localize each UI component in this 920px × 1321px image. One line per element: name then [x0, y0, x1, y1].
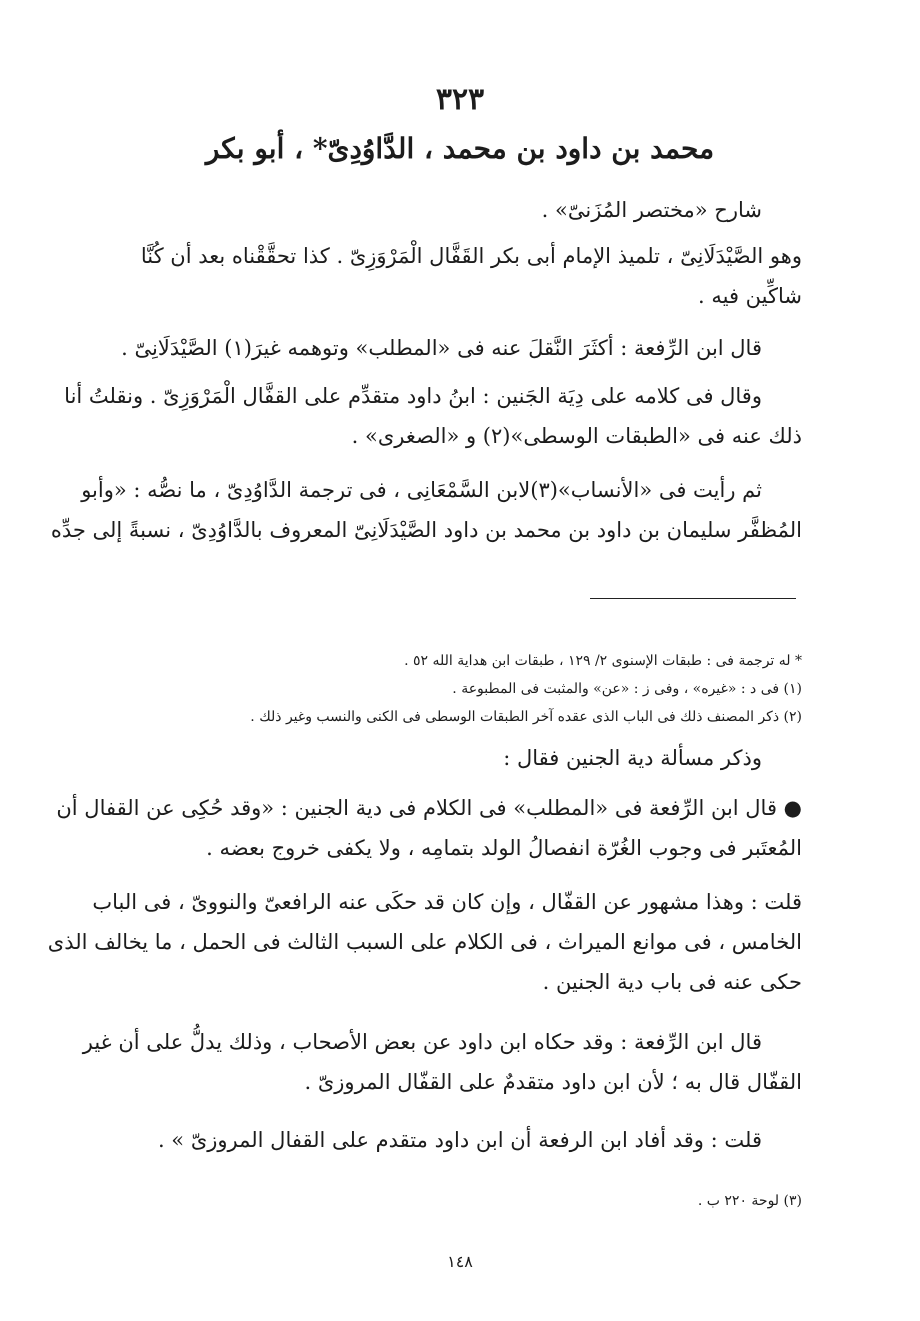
paragraph [72, 236, 802, 316]
paragraph-subtitle [72, 190, 762, 230]
text-line: وقال فى كلامه على دِيَة الجَنين : ابنُ داود متقدِّم على القفَّال الْمَرْوَزِىّ . ونقلتُ أنا [64, 384, 762, 408]
text-line: قلت : وهذا مشهور عن القفّال ، وإن كان قد حكَى عنه الرافعىّ والنووىّ ، فى الباب [92, 890, 802, 914]
footnote: * له ترجمة فى : طبقات الإسنوى ٢/ ١٢٩ ، طبقات ابن هداية الله ٥٢ . [404, 653, 802, 669]
text-line: ثم رأيت فى «الأنساب»(٣)لابن السَّمْعَانِى ، فى ترجمة الدَّاوُدِىّ ، ما نصُّه : «وأبو [81, 478, 762, 502]
text-line: الخامس ، فى موانع الميراث ، فى الكلام على السبب الثالث فى الحمل ، ما يخالف الذى [47, 930, 802, 954]
paragraph [56, 788, 802, 868]
text-line: المُعتَبر فى وجوب الغُرّة انفصالُ الولد بتمامِه ، ولا يكفى خروج بعضه . [206, 836, 802, 860]
text-line: المُظفَّر سليمان بن داود بن محمد بن داود الصَّيْدَلَانِىّ المعروف بالدَّاوُدِىّ ، نسبةً إلى جدِّه [50, 518, 802, 542]
footnote: (٢) ذكر المصنف ذلك فى الباب الذى عقده آخر الطبقات الوسطى فى الكنى والنسب وغير ذلك . [250, 709, 802, 725]
paragraph [72, 1120, 762, 1160]
text-line: القفّال قال به ؛ لأن ابن داود متقدمٌ على القفّال المروزىّ . [304, 1070, 802, 1094]
entry-title: محمد بن داود بن محمد ، الدَّاوُدِىّ* ، أبو بكر [205, 132, 715, 165]
text-line: قال ابن الرِّفعة : أكثَرَ النَّقلَ عنه فى «المطلب» وتوهمه غيرَ(١) الصَّيْدَلَانِىّ . [121, 336, 762, 360]
paragraph [47, 882, 802, 1002]
text-line: شاكِّين فيه . [698, 284, 802, 308]
paragraph [64, 376, 802, 456]
paragraph [72, 1022, 802, 1102]
paragraph [72, 328, 762, 368]
text-line: وذكر مسألة دية الجنين فقال : [503, 746, 762, 770]
text-line: ● قال ابن الرِّفعة فى «المطلب» فى الكلام فى دية الجنين : «وقد حُكِى عن القفال أن [56, 796, 802, 820]
text-line: وهو الصَّيْدَلَانِىّ ، تلميذ الإمام أبى بكر القَفَّال الْمَرْوَزِىّ . كذا تحقَّقْناه بعد أن كُنَّا [140, 244, 802, 268]
page-number: ١٤٨ [447, 1252, 473, 1271]
text-line: قال ابن الرِّفعة : وقد حكاه ابن داود عن بعض الأصحاب ، وذلك يدلُّ على أن غير [82, 1030, 762, 1054]
text-line: حكى عنه فى باب دية الجنين . [542, 970, 802, 994]
footnote: (٣) لوحة ٢٢٠ ب . [697, 1193, 802, 1209]
footnote-separator [590, 598, 796, 599]
paragraph [72, 738, 762, 778]
text-line: شارح «مختصر المُزَنىّ» . [541, 198, 762, 222]
text-line: قلت : وقد أفاد ابن الرفعة أن ابن داود متقدم على القفال المروزىّ » . [157, 1128, 762, 1152]
entry-number: ٣٢٣ [435, 82, 485, 117]
footnote: (١) فى د : «غيره» ، وفى ز : «عن» والمثبت فى المطبوعة . [452, 681, 802, 697]
paragraph [50, 470, 802, 550]
text-line: ذلك عنه فى «الطبقات الوسطى»(٢) و «الصغرى» . [351, 424, 802, 448]
